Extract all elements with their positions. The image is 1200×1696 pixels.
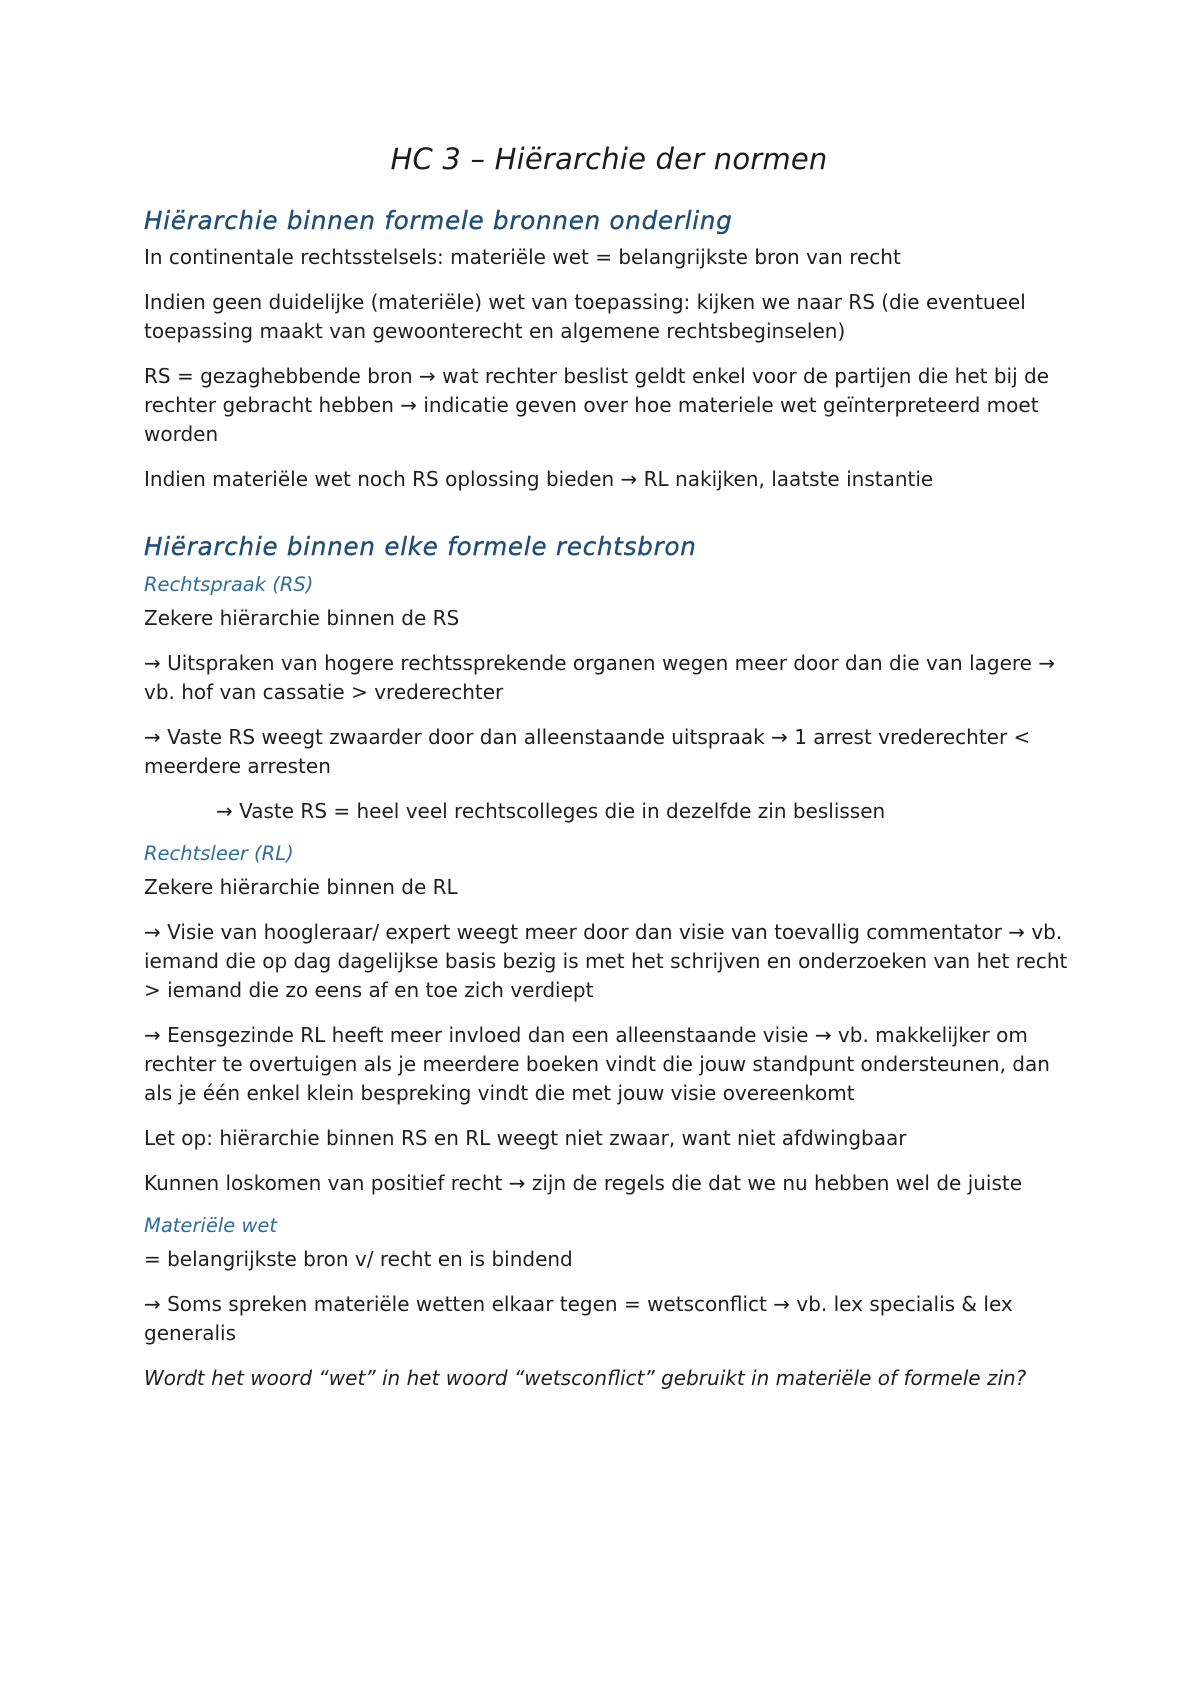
paragraph: Zekere hiërarchie binnen de RS [144,606,460,630]
paragraph: RS = gezaghebbende bron → wat rechter beslist geldt enkel voor de partijen die het bij de rechter gebracht hebben → indicatie geven over hoe materiele wet geïnterpreteerd moet worden [144,364,1050,446]
paragraph: → Uitspraken van hogere rechtssprekende organen wegen meer door dan die van lagere → vb. hof van cassatie > vrederechter [144,651,1056,704]
paragraph: Let op: hiërarchie binnen RS en RL weegt niet zwaar, want niet afdwingbaar [144,1126,907,1150]
paragraph: Zekere hiërarchie binnen de RL [144,875,458,899]
paragraph: → Soms spreken materiële wetten elkaar tegen = wetsconflict → vb. lex specialis & lex generalis [144,1292,1013,1345]
paragraph: → Eensgezinde RL heeft meer invloed dan een alleenstaande visie → vb. makkelijker om rechter te overtuigen als je meerdere boeken vindt die jouw standpunt ondersteunen, dan als je één enkel klein bespreking vindt die met jouw visie overeenkomt [144,1023,1050,1105]
subheading-rechtspraak: Rechtspraak (RS) [144,573,314,596]
paragraph: In continentale rechtsstelsels: materiële wet = belangrijkste bron van recht [144,245,901,269]
paragraph: Indien geen duidelijke (materiële) wet van toepassing: kijken we naar RS (die eventueel toepassing maakt van gewoonterecht en algemene rechtsbeginselen) [144,290,1026,343]
paragraph: Kunnen loskomen van positief recht → zijn de regels die dat we nu hebben wel de juiste [144,1171,1023,1195]
document-title: HC 3 – Hiërarchie der normen [390,142,828,176]
subheading-materiele-wet: Materiële wet [144,1214,278,1237]
section-heading-formele-bronnen: Hiërarchie binnen formele bronnen onderling [144,206,733,235]
paragraph: → Vaste RS weegt zwaarder door dan alleenstaande uitspraak → 1 arrest vrederechter < meerdere arresten [144,725,1031,778]
paragraph: = belangrijkste bron v/ recht en is bindend [144,1247,573,1271]
question-paragraph: Wordt het woord “wet” in het woord “wetsconflict” gebruikt in materiële of formele zin? [144,1366,1027,1390]
section-heading-elke-rechtsbron: Hiërarchie binnen elke formele rechtsbron [144,532,697,561]
indented-paragraph: → Vaste RS = heel veel rechtscolleges die in dezelfde zin beslissen [216,799,886,823]
paragraph: Indien materiële wet noch RS oplossing bieden → RL nakijken, laatste instantie [144,467,934,491]
subheading-rechtsleer: Rechtsleer (RL) [144,842,294,865]
document-page [144,142,1074,1409]
paragraph: → Visie van hoogleraar/ expert weegt meer door dan visie van toevallig commentator → vb. iemand die op dag dagelijkse basis bezig is met het schrijven en onderzoeken van het recht > iemand die zo eens af en toe zich verdiept [144,920,1068,1002]
